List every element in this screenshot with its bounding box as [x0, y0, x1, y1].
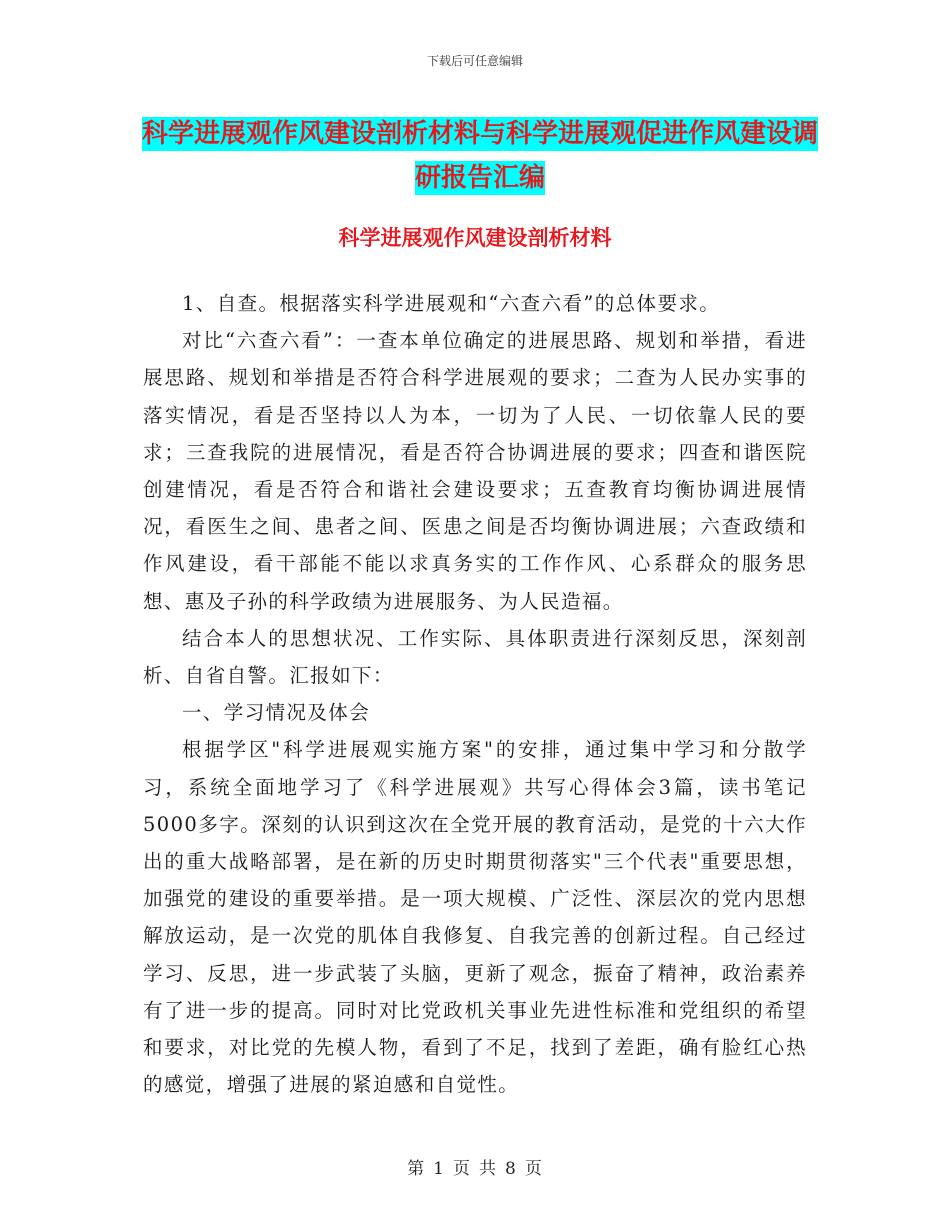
page-total: 8 [505, 1159, 517, 1179]
footer-prefix: 第 [407, 1159, 426, 1179]
page-footer [0, 1154, 950, 1179]
footer-total-prefix: 共 [479, 1159, 497, 1179]
page-number: 1 [433, 1159, 445, 1179]
section-title: 科学进展观作风建设剖析材料 [338, 226, 612, 250]
header-note: 下载后可任意编辑 [426, 54, 523, 68]
paragraph: 根据学区"科学进展观实施方案"的安排，通过集中学习和分散学习，系统全面地学习了《科学进展观》共写心得体会3篇，读书笔记5000多字。深刻的认识到这次在全党开展的教育活动，是党的十六大作出的重大战略部署，是在新的历史时期贯彻落实"三个代表"重要思想，加强党的建设的重要举措。是一项大规模、广泛性、深层次的党内思想解放运动，是一次党的肌体自我修复、自我完善的创新过程。自己经过学习、反思，进一步武装了头脑，更新了观念，振奋了精神，政治素养有了进一步的提高。同时对比党政机关事业先进性标准和党组织的希望和要求，对比党的先模人物，看到了不足，找到了差距，确有脸红心热的感觉，增强了进展的紧迫感和自觉性。 [143, 738, 807, 1097]
paragraph-heading: 一、学习情况及体会 [182, 701, 371, 725]
paragraph: 结合本人的思想状况、工作实际、具体职责进行深刻反思，深刻剖析、自省自警。汇报如下： [143, 626, 807, 688]
footer-suffix: 页 [524, 1159, 543, 1179]
footer-mid: 页 [453, 1159, 471, 1179]
document-body [143, 285, 807, 1103]
paragraph: 1、自查。根据落实科学进展观和“六查六看”的总体要求。 [182, 292, 721, 315]
paragraph: 对比“六查六看”：一查本单位确定的进展思路、规划和举措，看进展思路、规划和举措是否符合科学进展观的要求；二查为人民办实事的落实情况，看是否坚持以人为本，一切为了人民、一切依靠人民的要求；三查我院的进展情况，看是否符合协调进展的要求；四查和谐医院创建情况，看是否符合和谐社会建设要求；五查教育均衡协调进展情况，看医生之间、患者之间、医患之间是否均衡协调进展；六查政绩和作风建设，看干部能不能以求真务实的工作作风、心系群众的服务思想、惠及子孙的科学政绩为进展服务、为人民造福。 [143, 329, 807, 613]
document-title [140, 112, 820, 200]
document-title-text: 科学进展观作风建设剖析材料与科学进展观促进作风建设调研报告汇编 [141, 119, 818, 193]
